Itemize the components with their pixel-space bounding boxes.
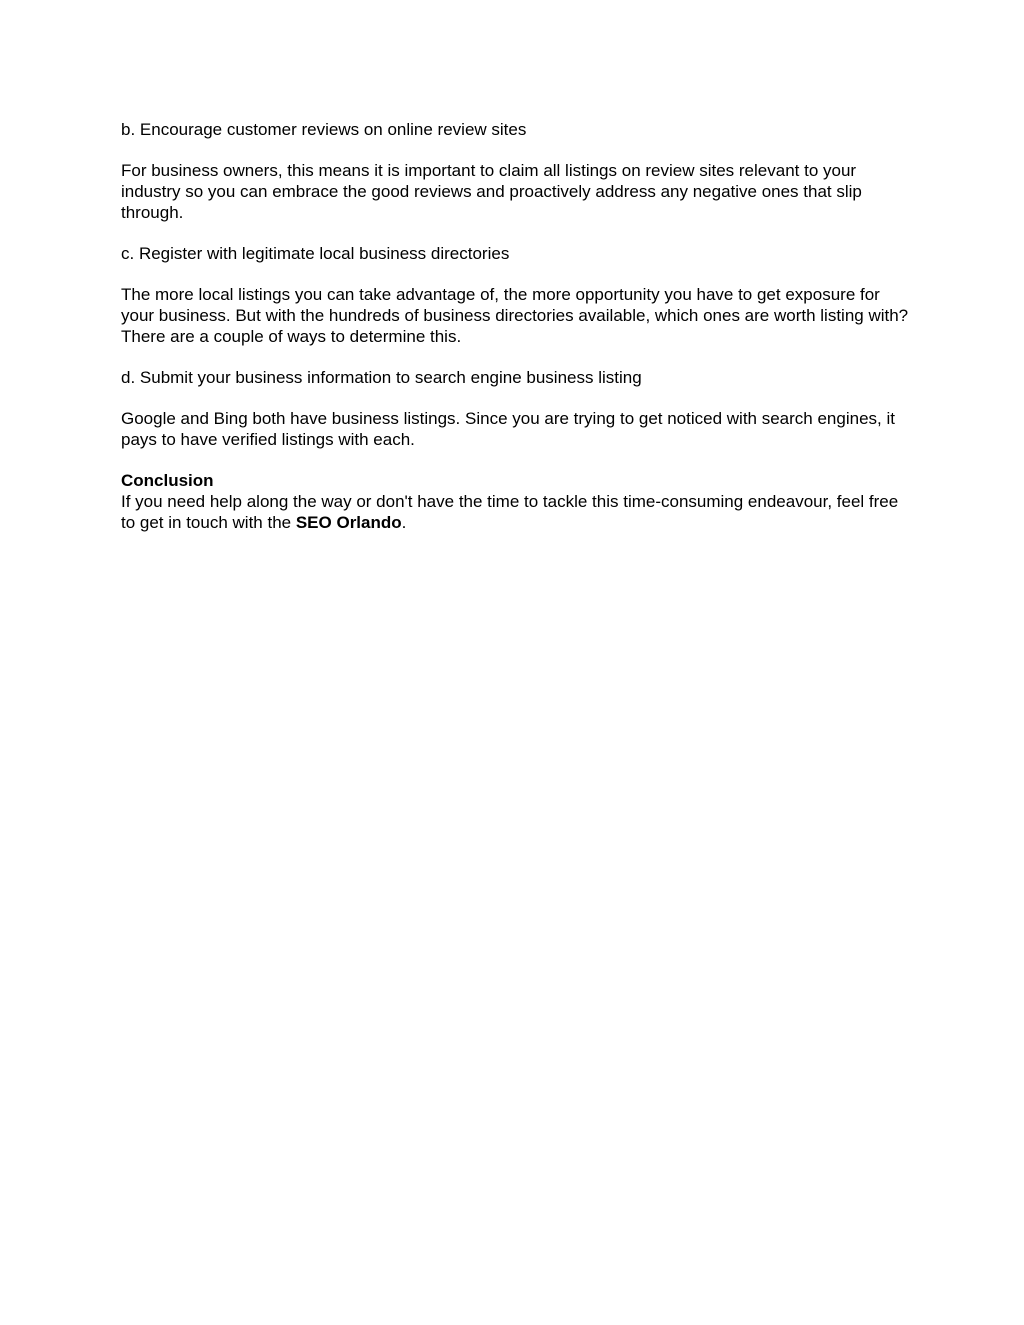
section-body-c: The more local listings you can take advantage of, the more opportunity you have to get exposure for your business. But with the hundreds of business directories available, which ones are worth listing with? There are a couple of ways to determine this. — [121, 285, 909, 346]
seo-orlando-text: SEO Orlando — [295, 513, 402, 532]
conclusion-period: . — [401, 513, 407, 532]
conclusion-paragraph — [121, 491, 911, 533]
section-heading-d: d. Submit your business information to search engine business listing — [121, 368, 642, 387]
section-body-d: Google and Bing both have business listings. Since you are trying to get noticed with search engines, it pays to have verified listings with each. — [121, 409, 895, 449]
conclusion-text: If you need help along the way or don't have the time to tackle this time-consuming endeavour, feel free to get in touch with the — [121, 492, 899, 532]
section-heading-b: b. Encourage customer reviews on online review sites — [121, 120, 527, 139]
section-body-b: For business owners, this means it is important to claim all listings on review sites relevant to your industry so you can embrace the good reviews and proactively address any negative ones that slip through. — [121, 161, 862, 222]
section-heading-c: c. Register with legitimate local business directories — [121, 244, 510, 263]
conclusion-title: Conclusion — [121, 471, 214, 490]
document-page — [121, 119, 911, 533]
